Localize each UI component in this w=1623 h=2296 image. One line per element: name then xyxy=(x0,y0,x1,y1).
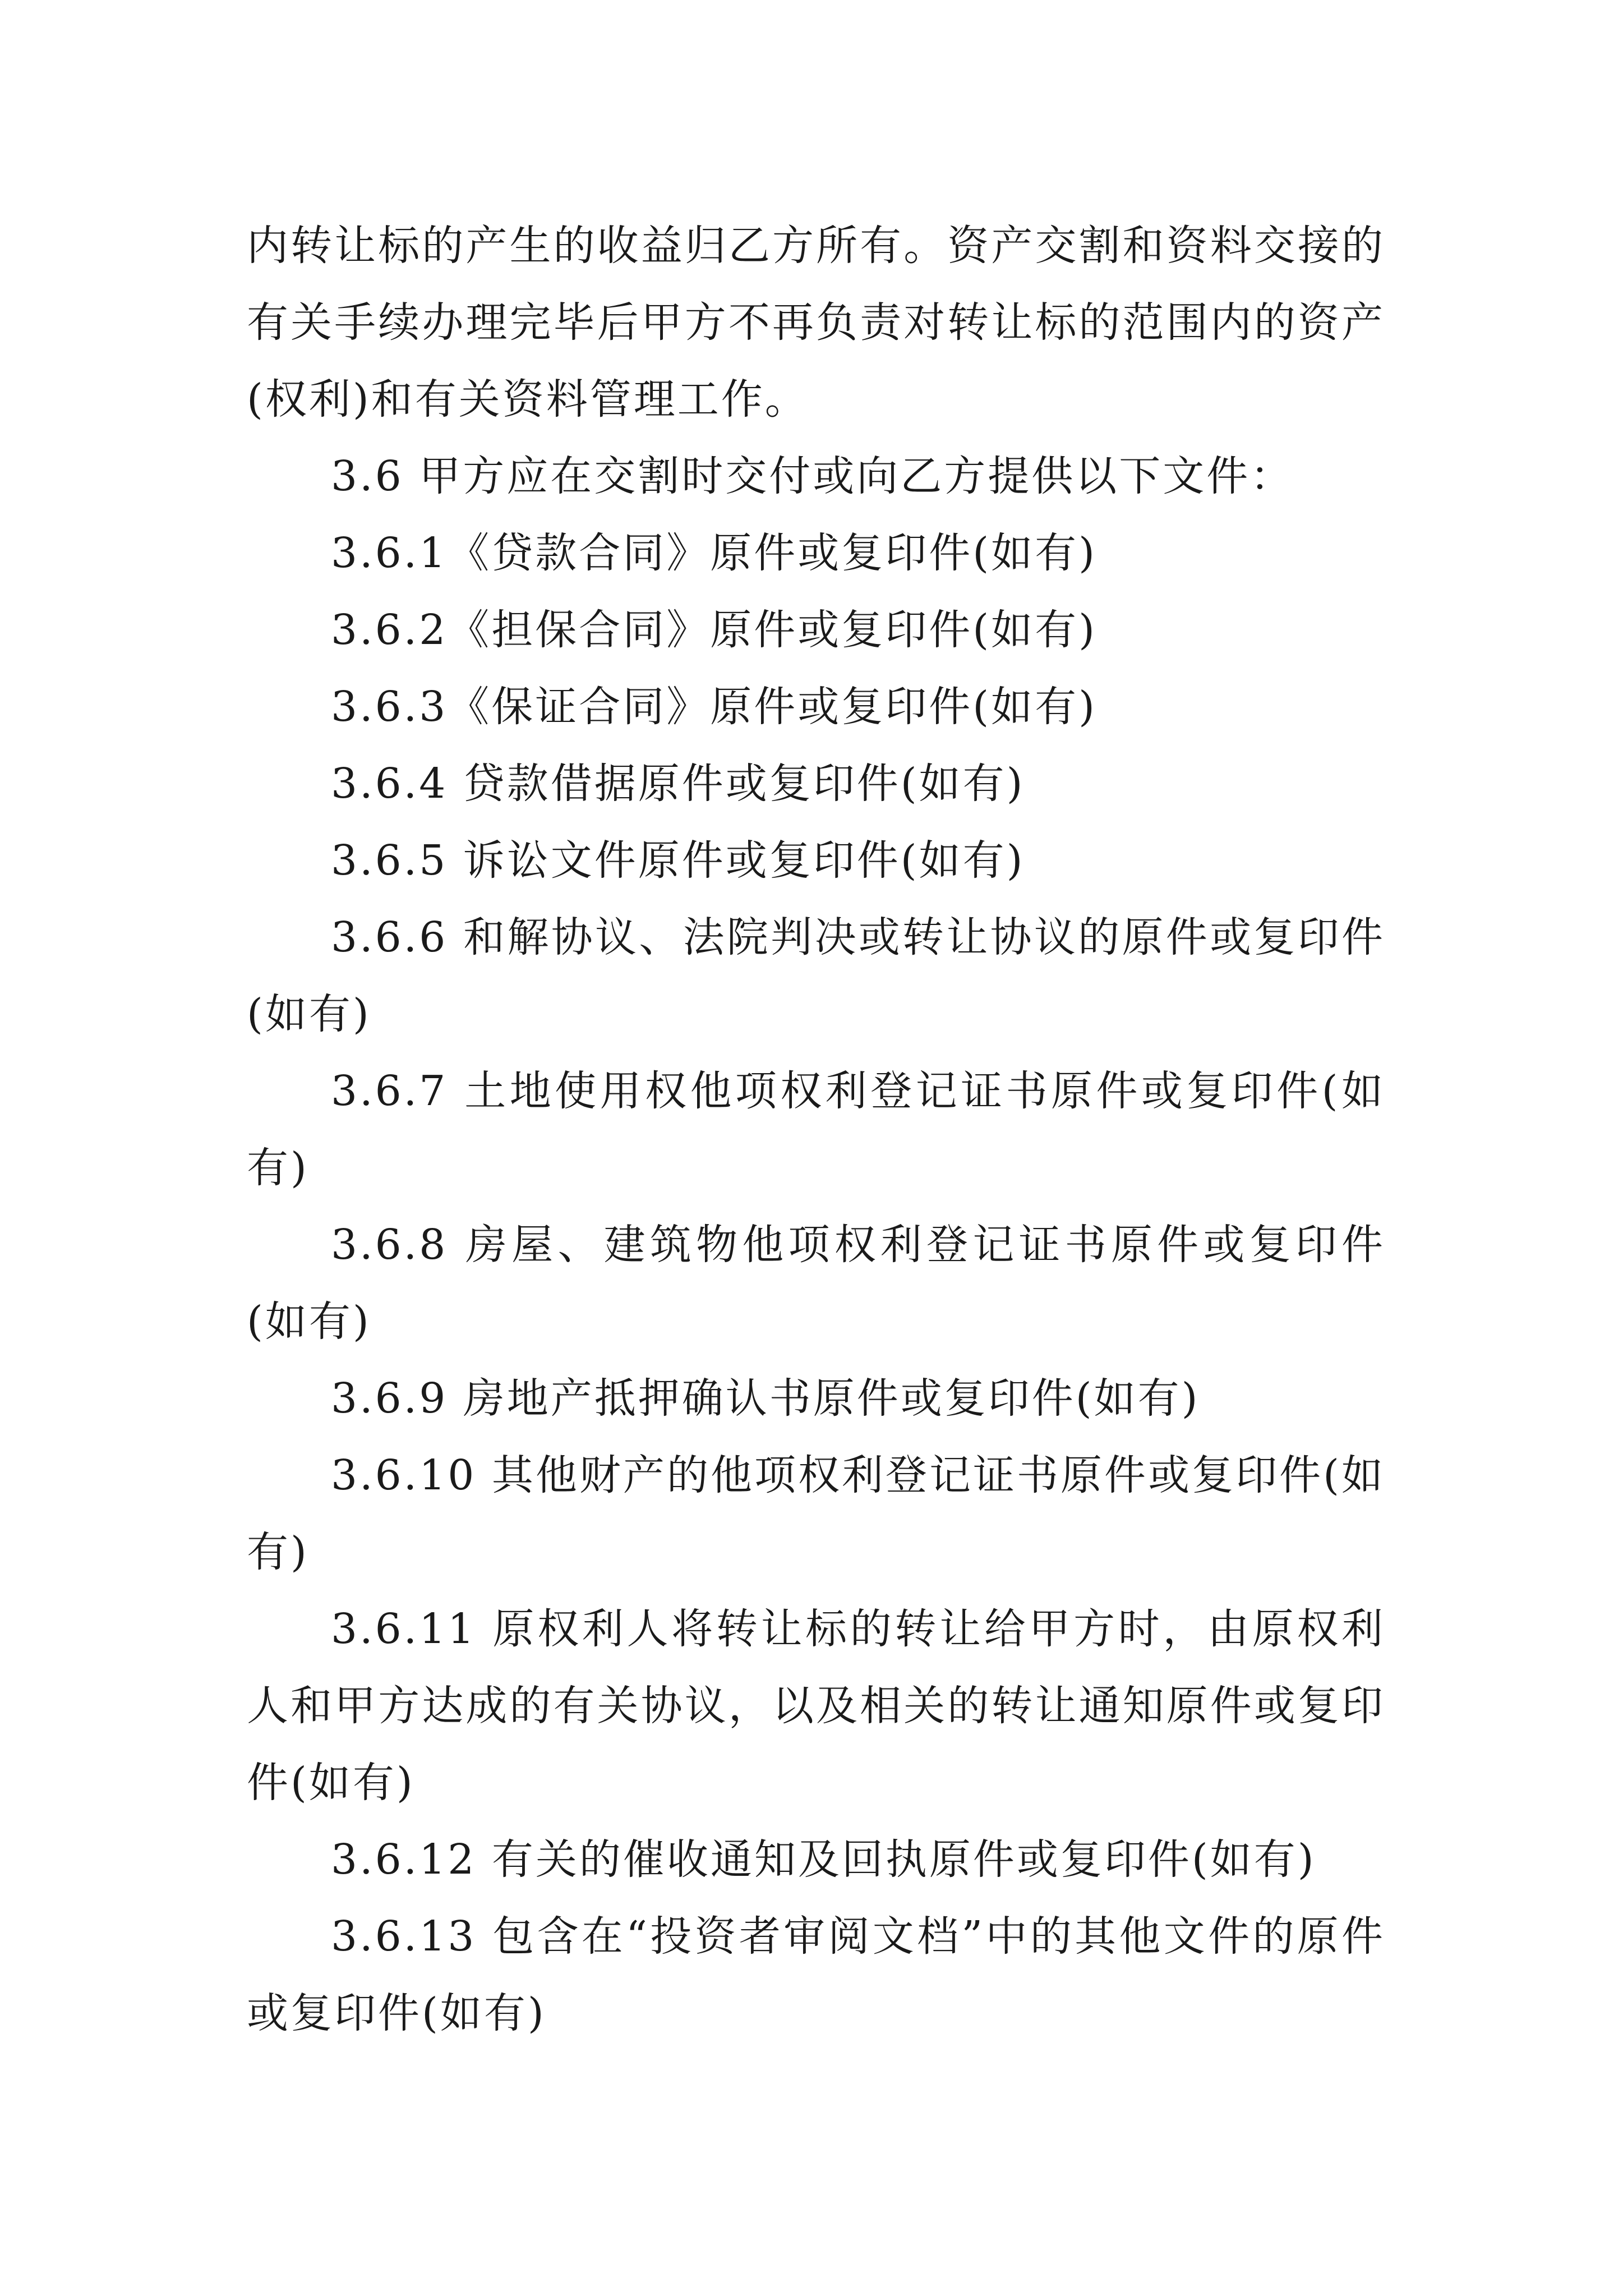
clause-3-6: 3.6 甲方应在交割时交付或向乙方提供以下文件： xyxy=(331,452,1294,500)
clause-3-6-7: 3.6.7 土地使用权他项权利登记证书原件或复印件(如有) xyxy=(247,1067,1385,1192)
clause-3-6-9: 3.6.9 房地产抵押确认书原件或复印件(如有) xyxy=(331,1374,1200,1423)
clause-3-6-5: 3.6.5 诉讼文件原件或复印件(如有) xyxy=(331,836,1025,885)
document-body xyxy=(247,208,1385,2052)
clause-3-6-8: 3.6.8 房屋、建筑物他项权利登记证书原件或复印件(如有) xyxy=(247,1221,1385,1346)
clause-3-6-3: 3.6.3《保证合同》原件或复印件(如有) xyxy=(331,683,1098,731)
clause-3-6-11: 3.6.11 原权利人将转让标的转让给甲方时，由原权利人和甲方达成的有关协议，以及相关的转让通知原件或复印件(如有) xyxy=(247,1605,1385,1807)
clause-3-6-12: 3.6.12 有关的催收通知及回执原件或复印件(如有) xyxy=(331,1835,1316,1884)
clause-3-6-6: 3.6.6 和解协议、法院判决或转让协议的原件或复印件(如有) xyxy=(247,913,1385,1038)
clause-3-6-13: 3.6.13 包含在“投资者审阅文档”中的其他文件的原件或复印件(如有) xyxy=(247,1912,1385,2037)
clause-3-6-4: 3.6.4 贷款借据原件或复印件(如有) xyxy=(331,760,1025,808)
clause-3-6-10: 3.6.10 其他财产的他项权利登记证书原件或复印件(如有) xyxy=(247,1451,1385,1576)
clause-3-6-1: 3.6.1《贷款合同》原件或复印件(如有) xyxy=(331,529,1098,577)
paragraph-intro-continuation: 内转让标的产生的收益归乙方所有。资产交割和资料交接的有关手续办理完毕后甲方不再负责对转让标的范围内的资产(权利)和有关资料管理工作。 xyxy=(247,222,1385,424)
clause-3-6-2: 3.6.2《担保合同》原件或复印件(如有) xyxy=(331,606,1098,654)
